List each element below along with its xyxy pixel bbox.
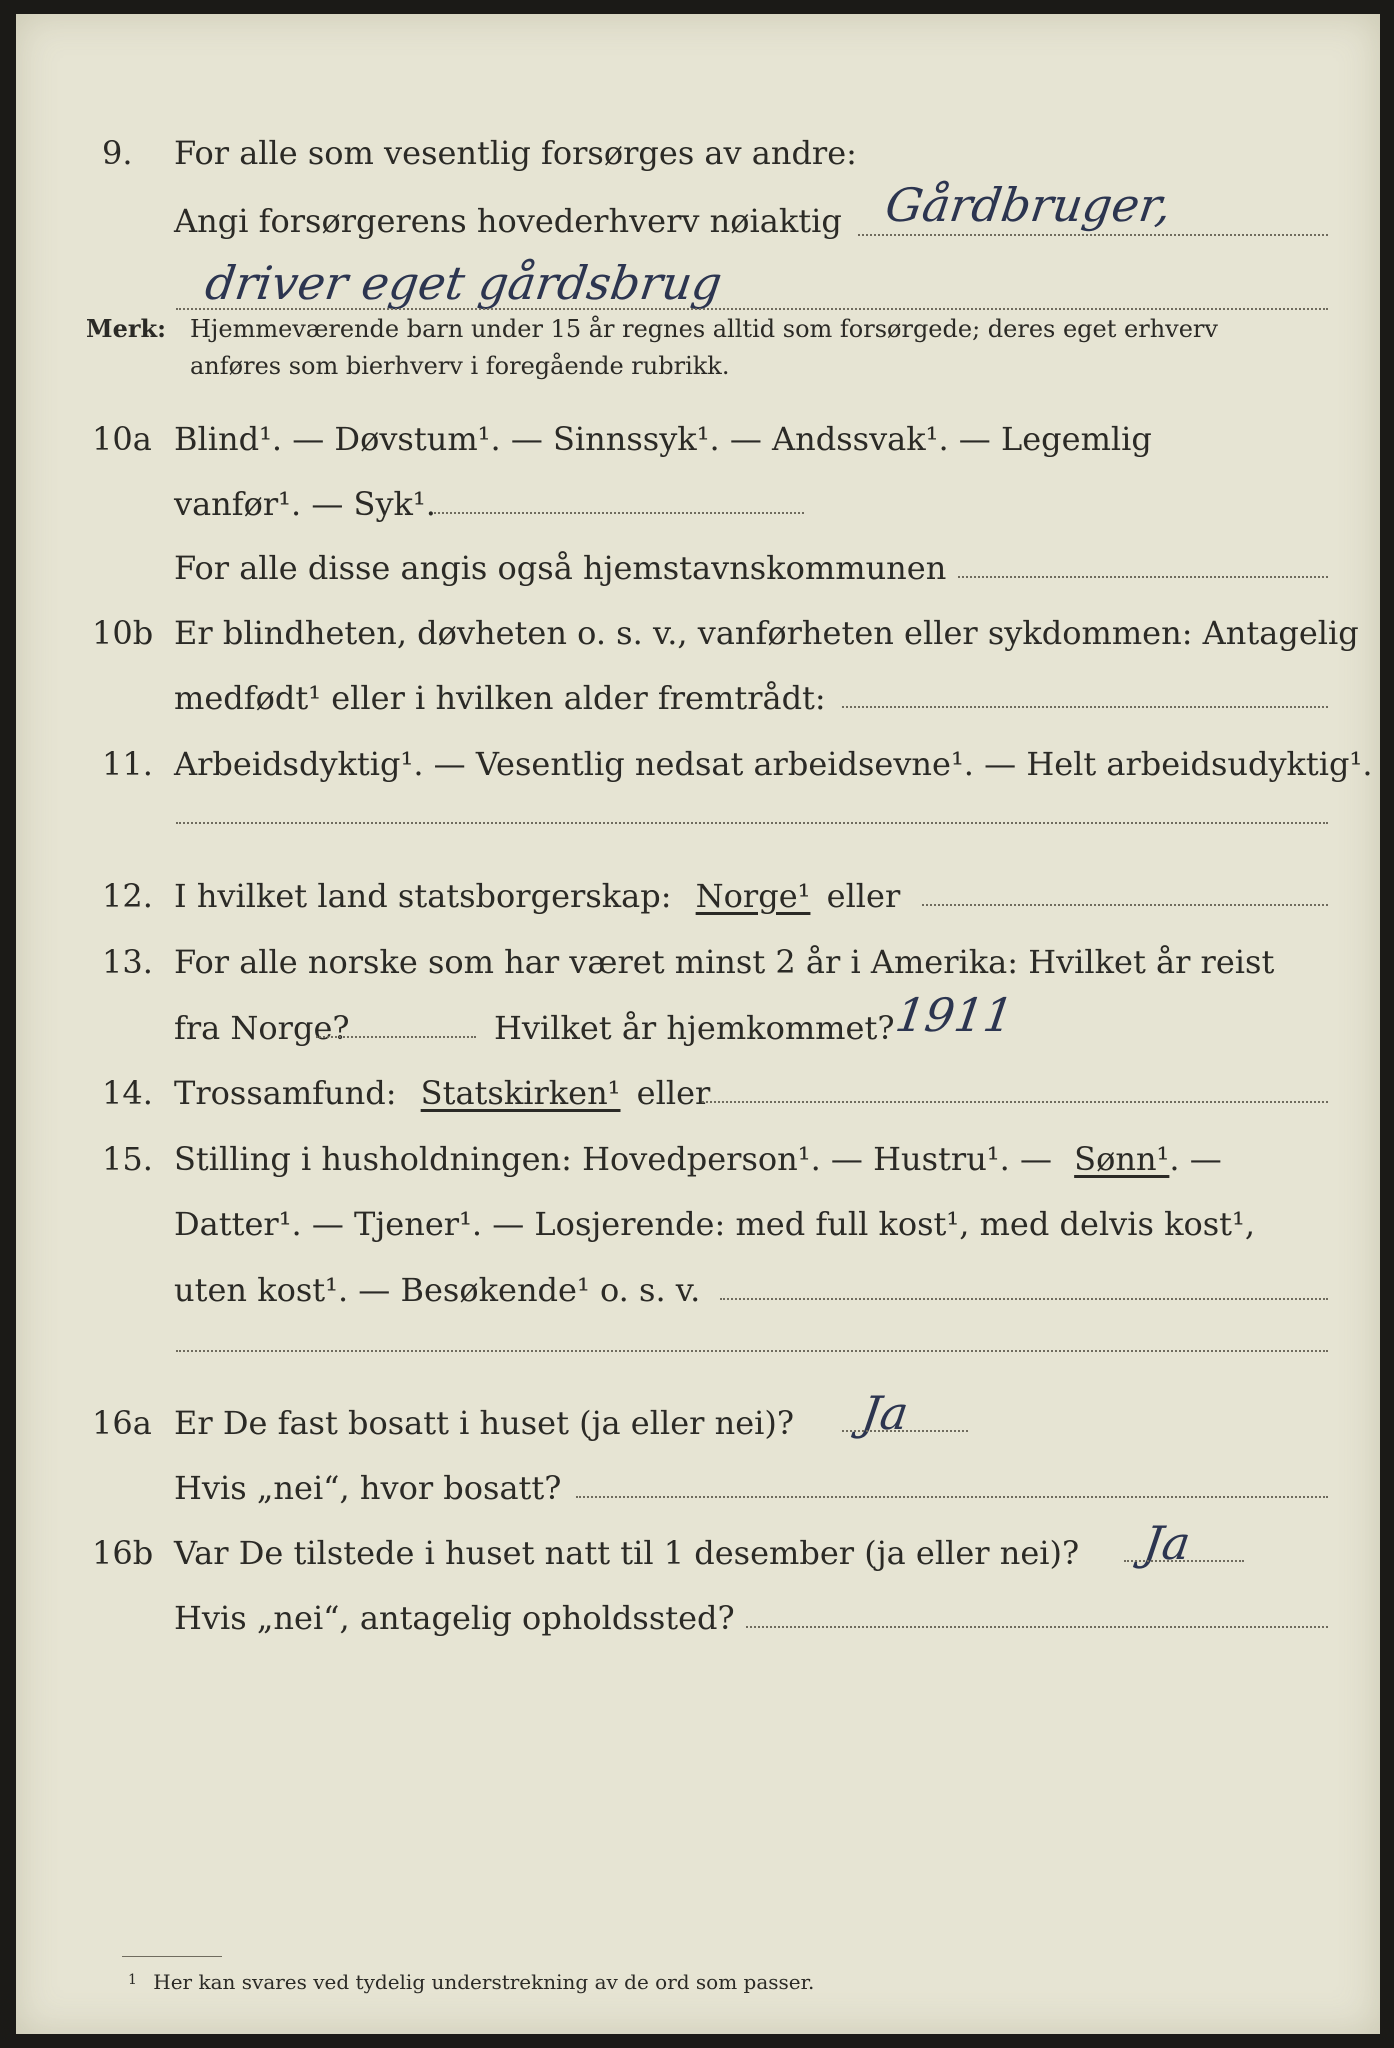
merk-line2: anføres som bierhverv i foregående rubrikk. <box>190 352 730 380</box>
q10b-line2: medfødt¹ eller i hvilken alder fremtrådt: <box>174 679 826 717</box>
q10a-hometown-line <box>958 576 1328 578</box>
q16a-residence-line <box>576 1496 1328 1498</box>
q14-text <box>174 1074 711 1112</box>
footnote <box>128 1970 814 1994</box>
q15-number: 15. <box>102 1140 153 1178</box>
q12-prefix: I hvilket land statsborgerskap: <box>174 877 672 915</box>
q10a-answer-line <box>434 512 804 514</box>
q9-number: 9. <box>102 134 133 172</box>
merk-line1: Hjemmeværende barn under 15 år regnes alltid som forsørgede; deres eget erhverv <box>190 315 1218 343</box>
q15-answer-line2 <box>176 1350 1328 1352</box>
q11-number: 11. <box>102 745 153 783</box>
q16a-line2: Hvis „nei“, hvor bosatt? <box>174 1469 562 1507</box>
q15-line3: uten kost¹. — Besøkende¹ o. s. v. <box>174 1271 701 1309</box>
q13-line2a: fra Norge? <box>174 1009 350 1047</box>
q16b-answer: Ja <box>1140 1516 1194 1570</box>
q15-line1 <box>174 1140 1222 1178</box>
q10a-number: 10a <box>92 420 152 458</box>
q16a-line1: Er De fast bosatt i huset (ja eller nei)? <box>174 1404 795 1442</box>
q10a-line2: vanfør¹. — Syk¹. <box>174 485 436 523</box>
q12-text <box>174 877 901 915</box>
q10b-number: 10b <box>92 614 154 652</box>
q13-answer-year: 1911 <box>892 988 1017 1042</box>
q13-line1: For alle norske som har været minst 2 år i Amerika: Hvilket år reist <box>174 943 1275 981</box>
q14-underlined-state-church: Statskirken¹ <box>420 1074 621 1112</box>
q16a-answer-line <box>842 1430 968 1432</box>
q10b-line1: Er blindheten, døvheten o. s. v., vanførheten eller sykdommen: Antagelig <box>174 614 1359 652</box>
q11-line1: Arbeidsdyktig¹. — Vesentlig nedsat arbeidsevne¹. — Helt arbeidsudyktig¹. <box>174 745 1373 783</box>
q11-answer-line <box>176 822 1328 824</box>
q12-suffix: eller <box>826 877 901 915</box>
footnote-rule <box>122 1956 222 1957</box>
footnote-mark: 1 <box>128 1972 137 1988</box>
q9-answer-occupation: Gårdbruger, <box>882 178 1175 232</box>
census-form-page <box>16 14 1380 2034</box>
q15-line1-end: . — <box>1169 1140 1222 1178</box>
q14-number: 14. <box>102 1074 153 1112</box>
q10b-answer-line <box>842 706 1328 708</box>
q15-answer-line1 <box>720 1298 1328 1300</box>
q9-answer-line1 <box>858 234 1328 236</box>
q10a-line1: Blind¹. — Døvstum¹. — Sinnssyk¹. — Andssvak¹. — Legemlig <box>174 420 1152 458</box>
q14-prefix: Trossamfund: <box>174 1074 397 1112</box>
q12-number: 12. <box>102 877 153 915</box>
q15-line2: Datter¹. — Tjener¹. — Losjerende: med full kost¹, med delvis kost¹, <box>174 1205 1256 1243</box>
q16a-number: 16a <box>92 1404 152 1442</box>
q16b-line1: Var De tilstede i huset natt til 1 desember (ja eller nei)? <box>174 1534 1080 1572</box>
q16b-line2: Hvis „nei“, antagelig opholdssted? <box>174 1599 735 1637</box>
q13-number: 13. <box>102 943 153 981</box>
q14-suffix: eller <box>636 1074 711 1112</box>
q12-underlined-norway: Norge¹ <box>695 877 811 915</box>
q9-answer-line2 <box>176 308 1328 310</box>
footnote-text: Her kan svares ved tydelig understrekning av de ord som passer. <box>153 1970 815 1994</box>
q10a-line3: For alle disse angis også hjemstavnskommunen <box>174 549 947 587</box>
merk-label: Merk: <box>86 314 166 343</box>
q9-line2: Angi forsørgerens hovederhverv nøiaktig <box>174 202 842 240</box>
q16b-number: 16b <box>92 1534 154 1572</box>
q16b-stay-line <box>746 1626 1328 1628</box>
q15-underlined-son: Sønn¹ <box>1074 1140 1170 1178</box>
q9-line1: For alle som vesentlig forsørges av andre: <box>174 134 857 172</box>
q9-answer-continued: driver eget gårdsbrug <box>202 256 726 310</box>
q14-answer-line <box>702 1101 1328 1103</box>
q15-line1-text: Stilling i husholdningen: Hovedperson¹. — Hustru¹. — <box>174 1140 1052 1178</box>
q16b-answer-line <box>1124 1560 1244 1562</box>
q12-answer-line <box>922 904 1328 906</box>
q13-departure-line <box>316 1036 476 1038</box>
q13-line2b: Hvilket år hjemkommet? <box>494 1009 895 1047</box>
q16a-answer: Ja <box>858 1386 912 1440</box>
